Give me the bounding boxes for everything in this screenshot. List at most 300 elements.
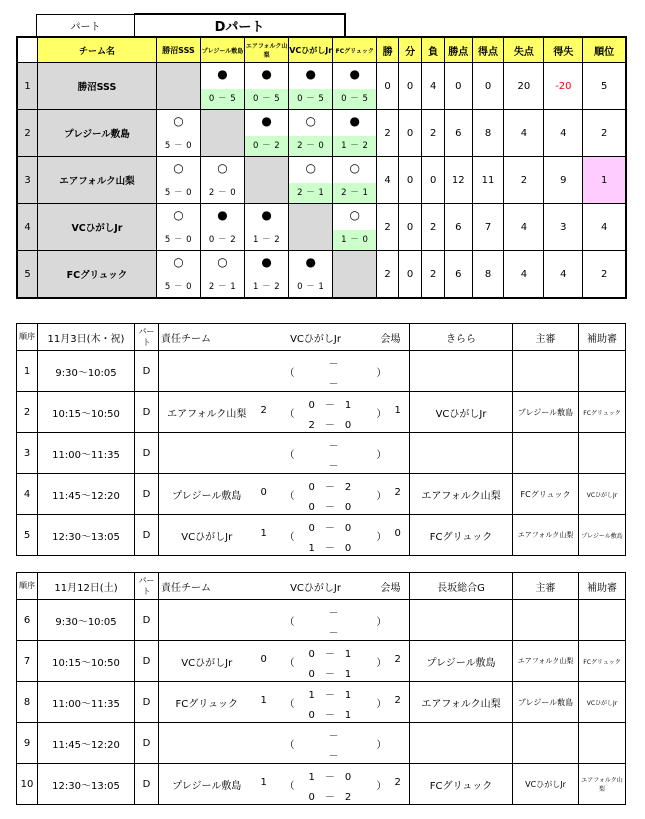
stat-value: 4 bbox=[504, 110, 544, 157]
stat-value: 4 bbox=[544, 110, 583, 157]
stat-value: 0 bbox=[444, 63, 472, 110]
row-index: 4 bbox=[17, 204, 38, 251]
home-team bbox=[159, 723, 255, 764]
match-time: 12:30～13:05 bbox=[38, 764, 135, 805]
win-mark: ○ bbox=[349, 161, 361, 175]
match-number: 9 bbox=[17, 723, 38, 764]
match-time: 11:45～12:20 bbox=[38, 723, 135, 764]
loss-mark: ● bbox=[305, 255, 316, 269]
second-half-score: 0 － 2 bbox=[308, 792, 352, 803]
stat-value: 8 bbox=[472, 251, 504, 299]
win-mark: ○ bbox=[305, 161, 316, 175]
match-score: 1 － 2 bbox=[333, 136, 376, 156]
team-name: プレジール敷島 bbox=[38, 110, 157, 157]
away-team: VCひがしJr bbox=[410, 392, 513, 433]
match-time: 10:15～10:50 bbox=[38, 641, 135, 682]
match-score: 2 － 0 bbox=[289, 136, 332, 156]
match-result-cell bbox=[156, 251, 200, 299]
match-score: 0 － 5 bbox=[333, 89, 376, 109]
away-score-block bbox=[377, 392, 410, 433]
match-part: D bbox=[135, 600, 159, 641]
home-team: FCグリュック bbox=[159, 682, 255, 723]
stat-value: 5 bbox=[583, 63, 626, 110]
stat-value: 2 bbox=[422, 110, 445, 157]
away-score: 2 bbox=[394, 654, 401, 665]
close-paren: ） bbox=[376, 781, 387, 792]
part-header: パート bbox=[135, 573, 159, 600]
match-time: 9:30～10:05 bbox=[38, 351, 135, 392]
close-paren: ） bbox=[376, 450, 387, 461]
match-score: 5 － 0 bbox=[164, 235, 193, 245]
assistant-team: FCグリュック bbox=[579, 392, 626, 433]
assistant-team: エアフォルク山梨 bbox=[579, 764, 626, 805]
home-team: VCひがしJr bbox=[159, 515, 255, 556]
stat-value: 8 bbox=[472, 110, 504, 157]
match-number: 3 bbox=[17, 433, 38, 474]
stat-value: 0 bbox=[398, 204, 422, 251]
stat-value: 4 bbox=[377, 157, 399, 204]
match-row bbox=[17, 433, 626, 474]
second-half-score: 0 － 0 bbox=[308, 502, 352, 513]
corner-cell bbox=[17, 37, 38, 63]
match-row bbox=[17, 641, 626, 682]
part-label: パート bbox=[37, 14, 135, 37]
loss-mark: ● bbox=[305, 67, 316, 81]
second-half-blank: － bbox=[328, 628, 339, 639]
team-name: VCひがしJr bbox=[38, 204, 157, 251]
standings-row bbox=[17, 110, 626, 157]
away-score: 2 bbox=[394, 487, 401, 498]
open-paren: （ bbox=[284, 781, 295, 792]
match-number: 1 bbox=[17, 351, 38, 392]
standings-table bbox=[16, 36, 627, 299]
opponent-header: FCグリュック bbox=[333, 37, 377, 63]
opponent-header: プレジール敷島 bbox=[201, 37, 245, 63]
stat-value: 2 bbox=[377, 110, 399, 157]
standings-row bbox=[17, 157, 626, 204]
stat-value: 0 bbox=[398, 251, 422, 299]
match-time: 10:15～10:50 bbox=[38, 392, 135, 433]
stat-header: 分 bbox=[398, 37, 422, 63]
win-mark: ○ bbox=[217, 161, 228, 175]
match-score: 2 － 0 bbox=[208, 188, 237, 198]
match-result-cell bbox=[289, 110, 333, 157]
stat-value: 6 bbox=[444, 251, 472, 299]
score-block bbox=[255, 600, 377, 641]
referee-team: エアフォルク山梨 bbox=[513, 515, 579, 556]
home-team bbox=[159, 351, 255, 392]
away-score: 0 bbox=[394, 528, 401, 539]
loss-mark: ● bbox=[261, 208, 272, 222]
responsible-label: 責任チーム bbox=[159, 324, 255, 351]
match-result-cell bbox=[333, 204, 377, 251]
match-number: 2 bbox=[17, 392, 38, 433]
assistant-team: FCグリュック bbox=[579, 641, 626, 682]
home-team: プレジール敷島 bbox=[159, 764, 255, 805]
match-score: 0 － 2 bbox=[208, 235, 237, 245]
referee-team bbox=[513, 600, 579, 641]
stat-value: 7 bbox=[472, 204, 504, 251]
stat-value: 2 bbox=[422, 204, 445, 251]
first-half-score: 0 － 2 bbox=[308, 482, 352, 493]
self-match-cell bbox=[289, 204, 333, 251]
match-part: D bbox=[135, 641, 159, 682]
team-name-header: チーム名 bbox=[38, 37, 157, 63]
match-result-cell bbox=[333, 110, 377, 157]
referee-header: 主審 bbox=[513, 324, 579, 351]
loss-mark: ● bbox=[349, 67, 361, 81]
away-team bbox=[410, 433, 513, 474]
stat-value: 0 bbox=[472, 63, 504, 110]
match-score: 5 － 0 bbox=[164, 141, 193, 151]
row-index: 5 bbox=[17, 251, 38, 299]
team-name: 勝沼SSS bbox=[38, 63, 157, 110]
match-result-cell bbox=[333, 63, 377, 110]
stat-value: 4 bbox=[504, 204, 544, 251]
match-part: D bbox=[135, 515, 159, 556]
away-team: FCグリュック bbox=[410, 764, 513, 805]
match-part: D bbox=[135, 682, 159, 723]
open-paren: （ bbox=[284, 699, 295, 710]
assistant-team bbox=[579, 723, 626, 764]
close-paren: ） bbox=[376, 368, 387, 379]
match-score: 1 － 2 bbox=[253, 282, 281, 292]
stat-value: 11 bbox=[472, 157, 504, 204]
home-team: VCひがしJr bbox=[159, 641, 255, 682]
stat-value: 3 bbox=[544, 204, 583, 251]
match-score: 1 － 2 bbox=[253, 235, 281, 245]
responsible-team: VCひがしJr bbox=[255, 324, 377, 351]
home-score: 2 bbox=[260, 405, 267, 416]
order-header: 順序 bbox=[17, 573, 38, 600]
referee-team: プレジール敷島 bbox=[513, 682, 579, 723]
match-score: 0 － 2 bbox=[245, 136, 288, 156]
second-half-score: 1 － 0 bbox=[308, 543, 352, 554]
referee-team: プレジール敷島 bbox=[513, 392, 579, 433]
venue-label: 会場 bbox=[377, 573, 410, 600]
first-half-blank: － bbox=[328, 441, 339, 452]
standings-row bbox=[17, 204, 626, 251]
close-paren: ） bbox=[376, 617, 387, 628]
second-half-score: 0 － 1 bbox=[308, 710, 352, 721]
referee-team: エアフォルク山梨 bbox=[513, 641, 579, 682]
second-half-score: 0 － 1 bbox=[308, 669, 352, 680]
match-result-cell bbox=[201, 204, 245, 251]
match-result-cell bbox=[245, 63, 289, 110]
stat-header: 勝点 bbox=[444, 37, 472, 63]
self-match-cell bbox=[156, 63, 200, 110]
assistant-header: 補助審 bbox=[579, 573, 626, 600]
match-part: D bbox=[135, 392, 159, 433]
stat-value: 0 bbox=[398, 63, 422, 110]
loss-mark: ● bbox=[349, 114, 361, 128]
first-half-score: 0 － 1 bbox=[308, 400, 352, 411]
win-mark: ○ bbox=[217, 255, 228, 269]
stat-value: 1 bbox=[583, 157, 626, 204]
first-half-score: 1 － 1 bbox=[308, 690, 352, 701]
match-row bbox=[17, 682, 626, 723]
away-score-block bbox=[377, 600, 410, 641]
referee-team: FCグリュック bbox=[513, 474, 579, 515]
match-time: 11:00～11:35 bbox=[38, 433, 135, 474]
first-half-score: 0 － 1 bbox=[308, 649, 352, 660]
loss-mark: ● bbox=[261, 255, 272, 269]
stat-value: 0 bbox=[398, 110, 422, 157]
schedule-table-2 bbox=[16, 572, 626, 805]
home-score: 1 bbox=[260, 777, 267, 788]
win-mark: ○ bbox=[173, 114, 184, 128]
venue-label: 会場 bbox=[377, 324, 410, 351]
home-score: 1 bbox=[260, 695, 267, 706]
assistant-team: VCひがしJr bbox=[579, 474, 626, 515]
loss-mark: ● bbox=[217, 67, 228, 81]
win-mark: ○ bbox=[305, 114, 316, 128]
part-title: Dパート bbox=[135, 14, 346, 37]
close-paren: ） bbox=[376, 740, 387, 751]
row-index: 3 bbox=[17, 157, 38, 204]
score-block bbox=[255, 641, 377, 682]
match-result-cell bbox=[245, 251, 289, 299]
venue-name: 長坂総合G bbox=[410, 573, 513, 600]
match-score: 0 － 5 bbox=[245, 89, 288, 109]
assistant-team bbox=[579, 600, 626, 641]
match-score: 2 － 1 bbox=[208, 282, 237, 292]
match-row bbox=[17, 600, 626, 641]
assistant-header: 補助審 bbox=[579, 324, 626, 351]
close-paren: ） bbox=[376, 658, 387, 669]
stat-value: 6 bbox=[444, 110, 472, 157]
assistant-team bbox=[579, 351, 626, 392]
open-paren: （ bbox=[284, 532, 295, 543]
stat-value: 20 bbox=[504, 63, 544, 110]
match-result-cell bbox=[201, 63, 245, 110]
loss-mark: ● bbox=[261, 114, 272, 128]
date-header: 11月3日(木・祝) bbox=[38, 324, 135, 351]
row-index: 1 bbox=[17, 63, 38, 110]
home-team: エアフォルク山梨 bbox=[159, 392, 255, 433]
stat-value: 4 bbox=[583, 204, 626, 251]
stat-value: 2 bbox=[504, 157, 544, 204]
score-block bbox=[255, 764, 377, 805]
match-score: 0 － 1 bbox=[297, 282, 325, 292]
match-result-cell bbox=[156, 157, 200, 204]
responsible-label: 責任チーム bbox=[159, 573, 255, 600]
match-time: 9:30～10:05 bbox=[38, 600, 135, 641]
schedule-header bbox=[17, 573, 626, 600]
open-paren: （ bbox=[284, 491, 295, 502]
match-time: 11:45～12:20 bbox=[38, 474, 135, 515]
match-score: 1 － 0 bbox=[333, 230, 376, 250]
stat-value: 4 bbox=[422, 63, 445, 110]
stat-header: 負 bbox=[422, 37, 445, 63]
stat-value: 6 bbox=[444, 204, 472, 251]
match-result-cell bbox=[289, 157, 333, 204]
stat-value: 2 bbox=[583, 110, 626, 157]
stat-header: 順位 bbox=[583, 37, 626, 63]
first-half-blank: － bbox=[328, 359, 339, 370]
standings-row bbox=[17, 251, 626, 299]
schedule-header bbox=[17, 324, 626, 351]
opponent-header: エアフォルク山梨 bbox=[245, 37, 289, 63]
self-match-cell bbox=[333, 251, 377, 299]
assistant-team: プレジール敷島 bbox=[579, 515, 626, 556]
stat-value: 0 bbox=[422, 157, 445, 204]
second-half-blank: － bbox=[328, 379, 339, 390]
home-score: 0 bbox=[260, 654, 267, 665]
loss-mark: ● bbox=[261, 67, 272, 81]
score-block bbox=[255, 351, 377, 392]
match-row bbox=[17, 474, 626, 515]
score-block bbox=[255, 515, 377, 556]
away-score-block bbox=[377, 723, 410, 764]
stat-value: 2 bbox=[377, 251, 399, 299]
away-score: 2 bbox=[394, 695, 401, 706]
match-result-cell bbox=[333, 157, 377, 204]
self-match-cell bbox=[245, 157, 289, 204]
away-team bbox=[410, 351, 513, 392]
match-number: 6 bbox=[17, 600, 38, 641]
away-score: 1 bbox=[394, 405, 401, 416]
match-number: 5 bbox=[17, 515, 38, 556]
first-half-score: 0 － 0 bbox=[308, 523, 352, 534]
away-team: エアフォルク山梨 bbox=[410, 474, 513, 515]
win-mark: ○ bbox=[173, 161, 184, 175]
home-team: プレジール敷島 bbox=[159, 474, 255, 515]
match-score: 0 － 5 bbox=[289, 89, 332, 109]
open-paren: （ bbox=[284, 450, 295, 461]
away-score-block bbox=[377, 433, 410, 474]
stat-value: 4 bbox=[544, 251, 583, 299]
win-mark: ○ bbox=[173, 208, 184, 222]
referee-team: VCひがしJr bbox=[513, 764, 579, 805]
assistant-team: VCひがしJr bbox=[579, 682, 626, 723]
self-match-cell bbox=[201, 110, 245, 157]
match-result-cell bbox=[201, 157, 245, 204]
stat-value: 2 bbox=[377, 204, 399, 251]
match-part: D bbox=[135, 351, 159, 392]
stat-value: 0 bbox=[377, 63, 399, 110]
stat-value: 4 bbox=[504, 251, 544, 299]
away-score-block bbox=[377, 641, 410, 682]
part-header: パート bbox=[135, 324, 159, 351]
open-paren: （ bbox=[284, 658, 295, 669]
match-part: D bbox=[135, 723, 159, 764]
stat-value: 2 bbox=[583, 251, 626, 299]
match-row bbox=[17, 764, 626, 805]
stat-value: 0 bbox=[398, 157, 422, 204]
second-half-blank: － bbox=[328, 751, 339, 762]
match-number: 8 bbox=[17, 682, 38, 723]
match-time: 11:00～11:35 bbox=[38, 682, 135, 723]
match-result-cell bbox=[245, 110, 289, 157]
score-block bbox=[255, 433, 377, 474]
away-score: 2 bbox=[394, 777, 401, 788]
win-mark: ○ bbox=[173, 255, 184, 269]
stat-header: 失点 bbox=[504, 37, 544, 63]
part-header bbox=[36, 13, 346, 37]
match-row bbox=[17, 392, 626, 433]
away-team: FCグリュック bbox=[410, 515, 513, 556]
away-team: プレジール敷島 bbox=[410, 641, 513, 682]
open-paren: （ bbox=[284, 368, 295, 379]
match-row bbox=[17, 515, 626, 556]
team-name: FCグリュック bbox=[38, 251, 157, 299]
row-index: 2 bbox=[17, 110, 38, 157]
first-half-blank: － bbox=[328, 608, 339, 619]
match-score: 5 － 0 bbox=[164, 188, 193, 198]
score-block bbox=[255, 392, 377, 433]
match-score: 2 － 1 bbox=[333, 183, 376, 203]
match-part: D bbox=[135, 433, 159, 474]
close-paren: ） bbox=[376, 532, 387, 543]
open-paren: （ bbox=[284, 409, 295, 420]
match-time: 12:30～13:05 bbox=[38, 515, 135, 556]
second-half-score: 2 － 0 bbox=[308, 420, 352, 431]
second-half-blank: － bbox=[328, 461, 339, 472]
order-header: 順序 bbox=[17, 324, 38, 351]
match-result-cell bbox=[289, 251, 333, 299]
referee-team bbox=[513, 433, 579, 474]
schedule-table-1 bbox=[16, 323, 626, 556]
match-number: 10 bbox=[17, 764, 38, 805]
stat-header: 得点 bbox=[472, 37, 504, 63]
match-part: D bbox=[135, 474, 159, 515]
score-block bbox=[255, 682, 377, 723]
away-score-block bbox=[377, 474, 410, 515]
match-result-cell bbox=[289, 63, 333, 110]
stat-header: 勝 bbox=[377, 37, 399, 63]
away-score-block bbox=[377, 351, 410, 392]
referee-header: 主審 bbox=[513, 573, 579, 600]
referee-team bbox=[513, 351, 579, 392]
match-row bbox=[17, 723, 626, 764]
close-paren: ） bbox=[376, 409, 387, 420]
assistant-team bbox=[579, 433, 626, 474]
match-result-cell bbox=[201, 251, 245, 299]
score-block bbox=[255, 474, 377, 515]
match-score: 0 － 5 bbox=[201, 89, 244, 109]
match-row bbox=[17, 351, 626, 392]
close-paren: ） bbox=[376, 491, 387, 502]
match-number: 7 bbox=[17, 641, 38, 682]
match-result-cell bbox=[156, 204, 200, 251]
match-result-cell bbox=[245, 204, 289, 251]
match-score: 2 － 1 bbox=[289, 183, 332, 203]
stat-value: 12 bbox=[444, 157, 472, 204]
home-score: 1 bbox=[260, 528, 267, 539]
stat-value: 2 bbox=[422, 251, 445, 299]
win-mark: ○ bbox=[349, 208, 361, 222]
first-half-score: 1 － 0 bbox=[308, 772, 352, 783]
date-header: 11月12日(土) bbox=[38, 573, 135, 600]
away-team: エアフォルク山梨 bbox=[410, 682, 513, 723]
match-score: 5 － 0 bbox=[164, 282, 193, 292]
match-number: 4 bbox=[17, 474, 38, 515]
stat-value: -20 bbox=[544, 63, 583, 110]
open-paren: （ bbox=[284, 740, 295, 751]
opponent-header: 勝沼SSS bbox=[156, 37, 200, 63]
loss-mark: ● bbox=[217, 208, 228, 222]
stat-value: 9 bbox=[544, 157, 583, 204]
away-team bbox=[410, 723, 513, 764]
referee-team bbox=[513, 723, 579, 764]
away-team bbox=[410, 600, 513, 641]
away-score-block bbox=[377, 764, 410, 805]
home-team bbox=[159, 433, 255, 474]
stat-header: 得失 bbox=[544, 37, 583, 63]
home-score: 0 bbox=[260, 487, 267, 498]
venue-name: きらら bbox=[410, 324, 513, 351]
